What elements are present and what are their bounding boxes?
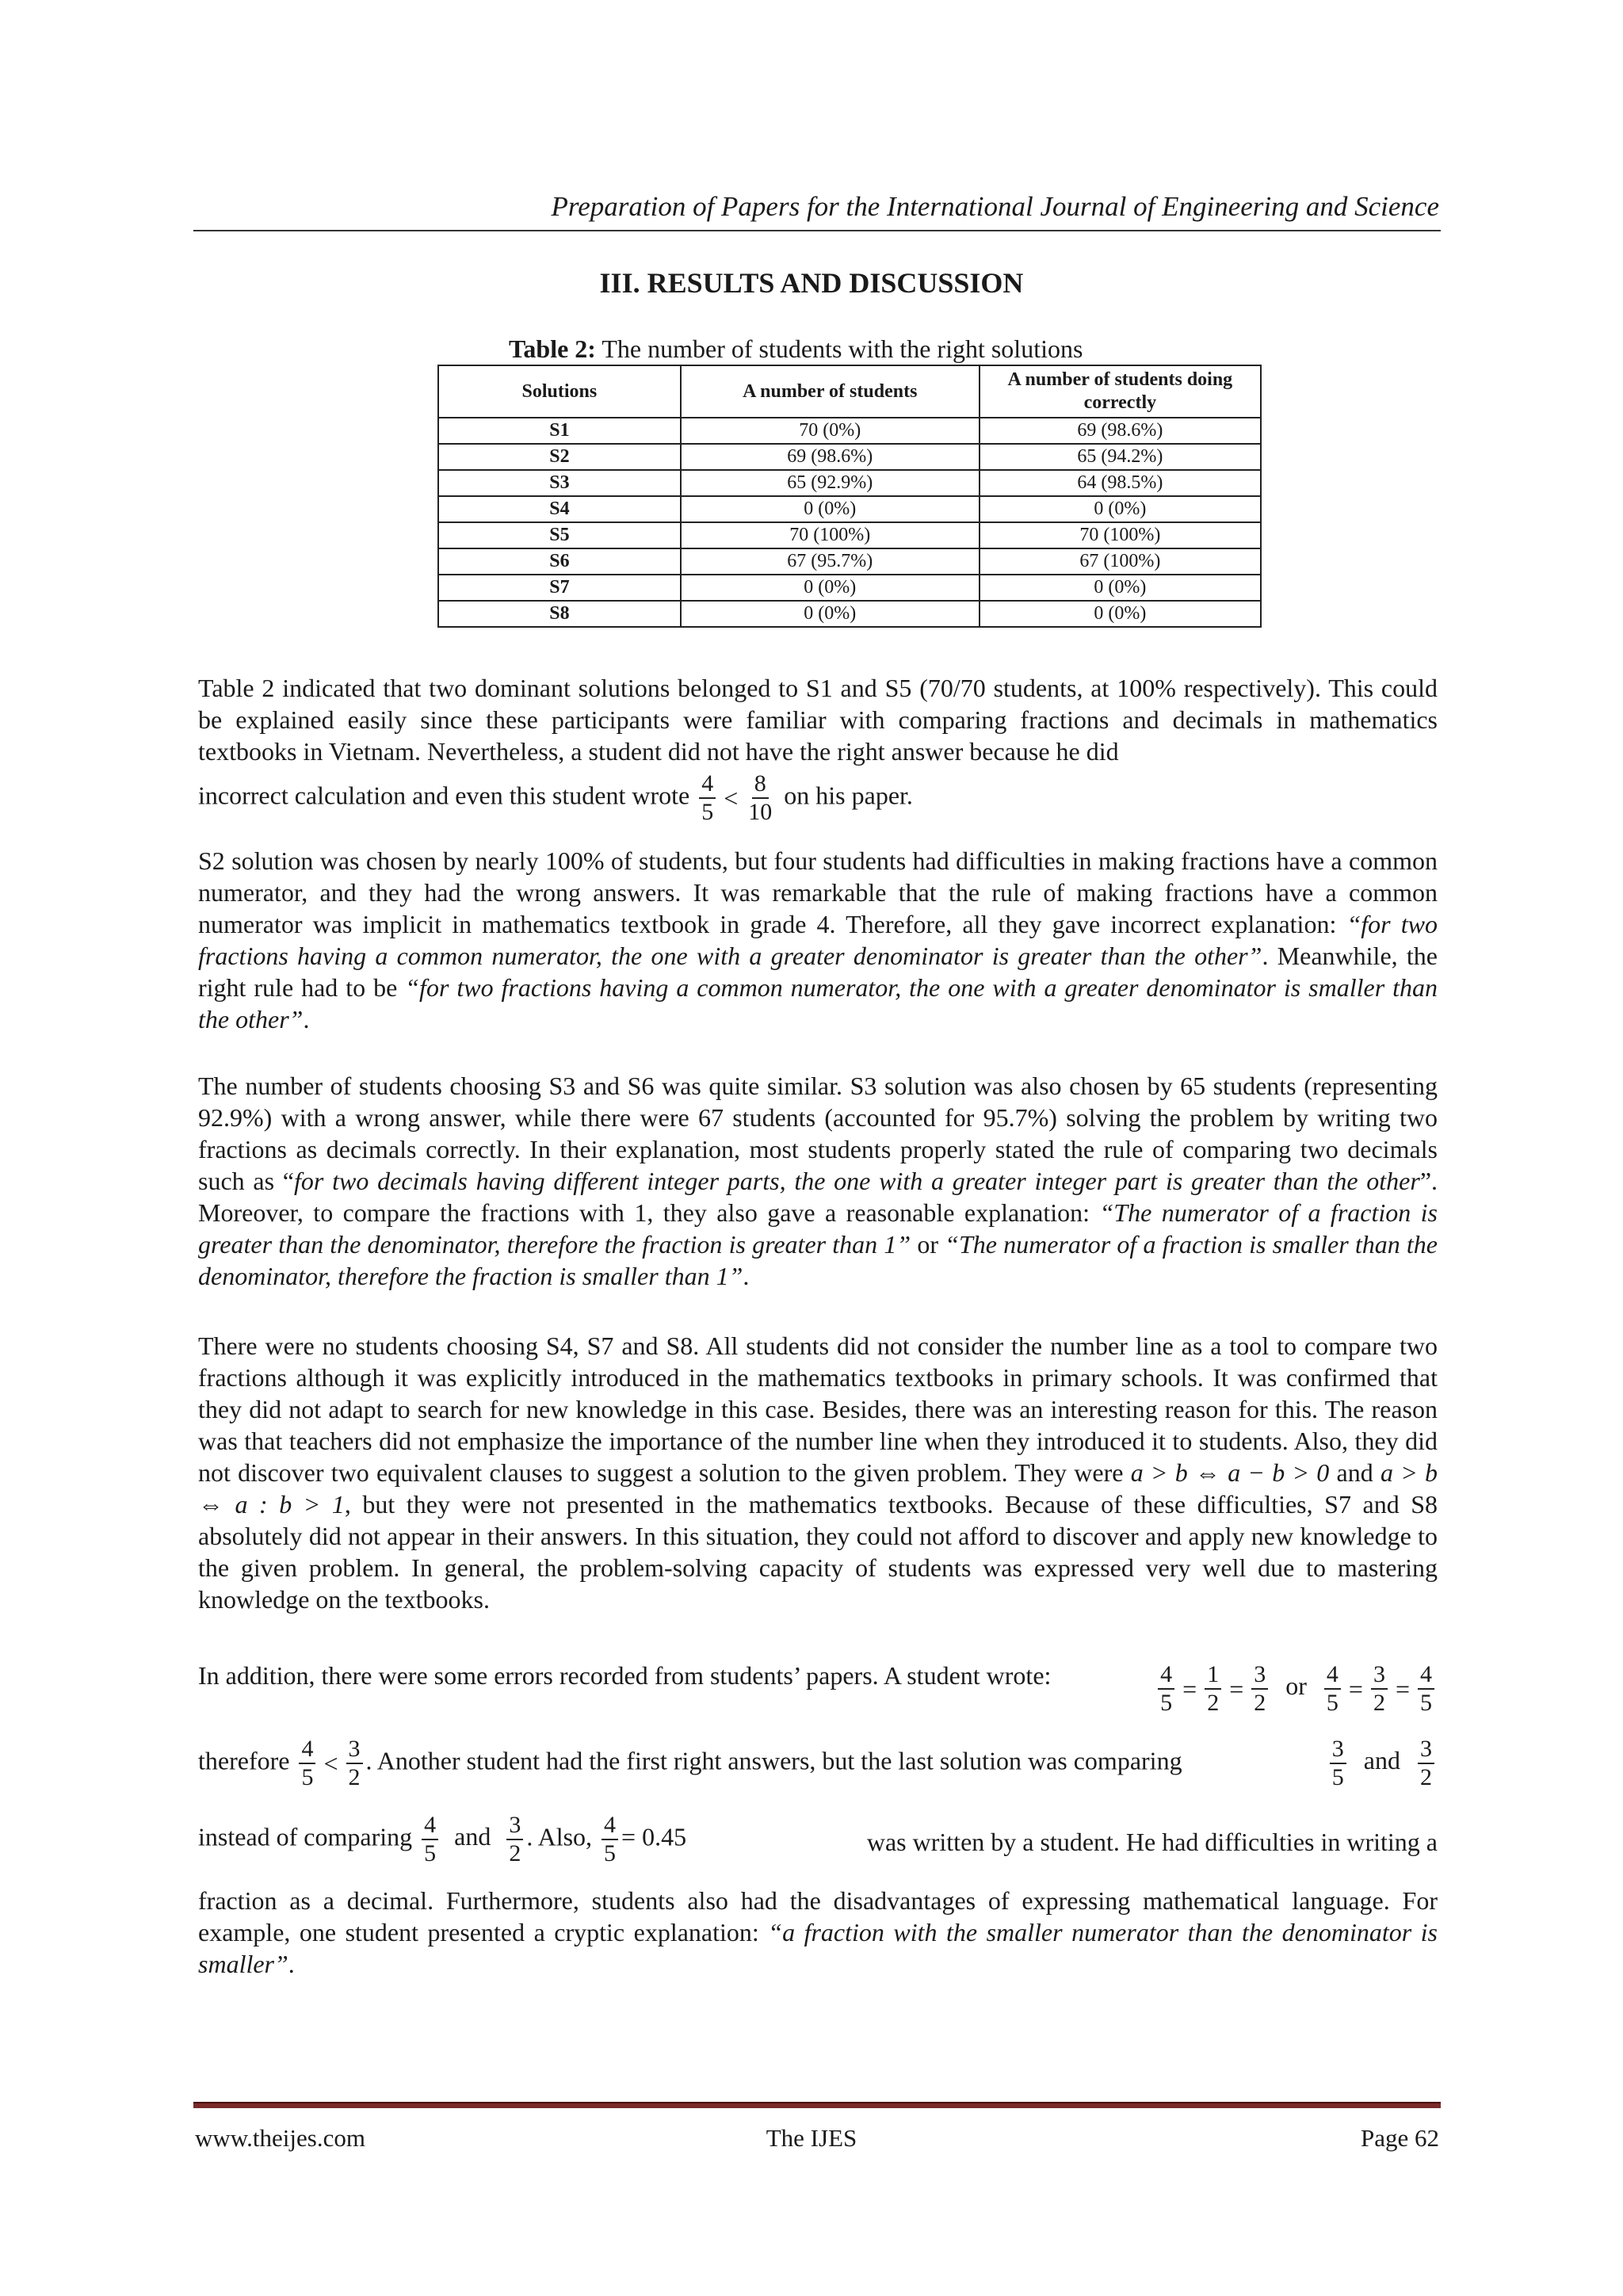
fraction: $\frac{3}{5}$ [1330,1736,1346,1791]
table-caption-label: Table 2: [509,334,596,363]
column-header-solutions: Solutions [438,365,681,418]
table-cell: S4 [438,496,681,522]
footer-rule [193,2102,1441,2108]
running-header: Preparation of Papers for the International Journal of Engineering and Science [551,191,1439,222]
fraction: $\frac{3}{2}$ [1251,1661,1268,1717]
paragraph-4 [198,1330,1438,1615]
math-line-text: on his paper. [784,781,913,810]
footer-page-number: Page 62 [1360,2124,1439,2152]
table-caption-text: The number of students with the right solutions [595,334,1083,363]
table-caption [509,334,1083,364]
quote: “for two fractions having a common numerator, the one with a greater denominator is smaller than the other” [198,973,1438,1033]
quote: “The numerator of a fraction is smaller than the denominator, therefore the fraction is smaller than 1” [198,1230,1438,1290]
section-title: III. RESULTS AND DISCUSSION [599,267,1024,299]
paragraph-text: and [1329,1458,1381,1487]
table-row [438,575,1261,601]
math-line-text: instead of comparing [198,1822,413,1851]
table-cell: 69 (98.6%) [980,418,1261,444]
quote: “for two fractions having a common numerator, the one with a greater denominator is greater than the other” [198,910,1438,970]
fraction: $\frac{4}{5}$ [1418,1661,1434,1717]
math-line-text: was written by a student. He had difficulties in writing a [866,1828,1438,1856]
table-header-row [438,365,1261,418]
fraction: $\frac{3}{2}$ [1418,1736,1434,1791]
paragraph-text: . Meanwhile, the right rule had to be [198,942,1438,1002]
table-cell: 65 (92.9%) [681,470,980,496]
header-rule [193,230,1441,231]
table-cell: 67 (100%) [980,548,1261,575]
table-row [438,548,1261,575]
fraction: $\frac{4}{5}$ [1324,1661,1341,1717]
results-table [437,365,1262,628]
table-cell: S6 [438,548,681,575]
footer-website: www.theijes.com [195,2124,365,2152]
quote: “a fraction with the smaller numerator than the denominator is smaller” [198,1918,1438,1978]
table-cell: S8 [438,601,681,627]
table-cell: S5 [438,522,681,548]
math-line-text: therefore [198,1746,290,1775]
table-cell: S2 [438,444,681,470]
paragraph-3 [198,1070,1438,1292]
footer-journal: The IJES [766,2124,857,2152]
paragraph-5-line-2: therefore $\frac{4}{5}$ < $\frac{3}{2}$ . Another student had the first right answers, but the last solution was comparing $\frac{3}{5}$ and $\frac{3}{2}$ [198,1736,1438,1799]
table-cell: 70 (100%) [980,522,1261,548]
paragraph-5-line-3 [198,1812,1438,1875]
math-line-text: incorrect calculation and even this student wrote [198,781,690,810]
equivalence-formula: a > b ⇔ a : b > 1 [198,1458,1438,1519]
paragraph-5-line-1: In addition, there were some errors recorded from students’ papers. A student wrote: $\frac{4}{5}$ = $\frac{1}{2}$ = $\frac{3}{2}$ or $\frac{4}{5}$ = $\frac{3}{2}$ = $\frac{4}{5}$ [198,1661,1438,1725]
table-row [438,418,1261,444]
table-row [438,601,1261,627]
paragraph-text: There were no students choosing S4, S7 and S8. All students did not consider the number line as a tool to compare two fractions although it was explicitly introduced in the mathematics textbooks in primary schools. It was confirmed that they did not adapt to search for new knowledge in this case. Besides, there was an interesting reason for this. The reason was that teachers did not emphasize the importance of the number line when they introduced it to students. Also, they did not discover two equivalent clauses to suggest a solution to the given problem. They were [198,1331,1438,1487]
paragraph-2 [198,845,1438,1035]
paragraph-text: , but they were not presented in the mathematics textbooks. Because of these difficulties, S7 and S8 absolutely did not appear in their answers. In this situation, they could not afford to discover and apply new knowledge to the given problem. In general, the problem-solving capacity of students was expressed very well due to mastering knowledge on the textbooks. [198,1490,1438,1614]
table-row [438,470,1261,496]
quote: for two decimals having different integer parts, the one with a greater integer part is greater than the other [294,1167,1420,1195]
quote: “The numerator of a fraction is greater than the denominator, therefore the fraction is greater than 1” [198,1198,1438,1259]
paragraph-text: . [743,1262,750,1290]
fraction: $\frac{3}{2}$ [1371,1661,1388,1717]
math-line-text: . Also, [526,1822,593,1851]
table-cell: 0 (0%) [681,496,980,522]
table-cell: 0 (0%) [980,496,1261,522]
equivalence-formula: a > b ⇔ a − b > 0 [1130,1458,1330,1487]
paragraph-text: . [288,1950,295,1978]
fraction: $\frac{3}{2}$ [506,1812,523,1867]
math-line-text: . Another student had the first right answers, but the last solution was comparing [365,1746,1182,1775]
paragraph-text: The number of students choosing S3 and S6 was quite similar. S3 solution was also chosen by 65 students (representing 92.9%) with a wrong answer, while there were 67 students (accounted for 95.7%) solving the problem by writing two fractions as decimals correctly. In their explanation, most students properly stated the rule of comparing two decimals such as “ [198,1072,1438,1195]
column-header-students: A number of students [681,365,980,418]
table-cell: 0 (0%) [681,575,980,601]
table-cell: 69 (98.6%) [681,444,980,470]
column-header-correct: A number of students doing correctly [980,365,1261,418]
math-line-text: and [454,1822,491,1851]
fraction: $\frac{4}{5}$ [1158,1661,1174,1717]
table-cell: 0 (0%) [980,575,1261,601]
fraction: $\frac{8}{10}$ [748,770,773,825]
table-row [438,496,1261,522]
math-line-text: In addition, there were some errors recorded from students’ papers. A student wrote: [198,1661,1052,1690]
paragraph-1-math-line: incorrect calculation and even this student wrote $\frac{4}{5}$ < $\frac{8}{10}$ on his paper. [198,770,913,825]
table-cell: 64 (98.5%) [980,470,1261,496]
fraction: $\frac{4}{5}$ [299,1736,315,1791]
table-cell: 70 (100%) [681,522,980,548]
table-cell: 67 (95.7%) [681,548,980,575]
paragraph-1: Table 2 indicated that two dominant solutions belonged to S1 and S5 (70/70 students, at 100% respectively). This could be explained easily since these participants were familiar with comparing fractions and decimals in mathematics textbooks in Vietnam. Nevertheless, a student did not have the right answer because he did [198,674,1438,766]
math-line-text: or [1285,1671,1307,1701]
math-line-text: = 0.45 [621,1822,687,1851]
table-cell: 65 (94.2%) [980,444,1261,470]
table-cell: S7 [438,575,681,601]
paragraph-5-rest [198,1885,1438,1980]
math-line-text: and [1363,1746,1400,1775]
paragraph-text: ”. Moreover, to compare the fractions with 1, they also gave a reasonable explanation: [198,1167,1438,1227]
table-cell: S3 [438,470,681,496]
fraction: $\frac{4}{5}$ [422,1812,438,1867]
fraction: $\frac{3}{2}$ [346,1736,363,1791]
fraction: $\frac{4}{5}$ [699,770,716,826]
fraction: $\frac{1}{2}$ [1205,1661,1221,1717]
table-row [438,522,1261,548]
paragraph-text: or [911,1230,945,1259]
paragraph-text: . [303,1005,310,1033]
table-row [438,444,1261,470]
table-cell: 70 (0%) [681,418,980,444]
fraction: $\frac{4}{5}$ [601,1812,618,1867]
table-cell: S1 [438,418,681,444]
table-cell: 0 (0%) [980,601,1261,627]
table-cell: 0 (0%) [681,601,980,627]
paragraph-text: fraction as a decimal. Furthermore, students also had the disadvantages of expressing mathematical language. For example, one student presented a cryptic explanation: [198,1886,1438,1946]
paragraph-text: S2 solution was chosen by nearly 100% of students, but four students had difficulties in making fractions have a common numerator, and they had the wrong answers. It was remarkable that the rule of making fractions have a common numerator was implicit in mathematics textbook in grade 4. Therefore, all they gave incorrect explanation: [198,846,1438,938]
